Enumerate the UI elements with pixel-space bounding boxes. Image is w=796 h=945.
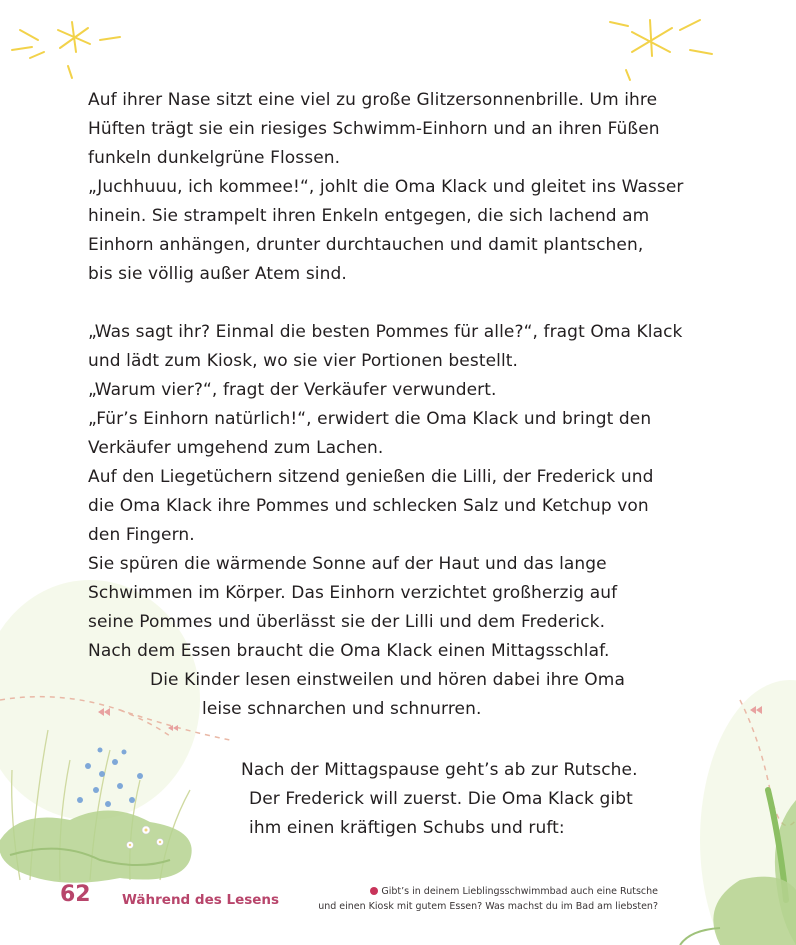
story-line: „Für’s Einhorn natürlich!“, erwidert die Oma Klack und bringt den [88, 409, 652, 429]
story-line: „Juchhuuu, ich kommee!“, johlt die Oma Klack und gleitet ins Wasser [88, 177, 684, 197]
sun-sparkle-icon [610, 20, 712, 80]
sun-sparkle-icon [12, 22, 120, 78]
story-line: ihm einen kräftigen Schubs und ruft: [249, 818, 565, 838]
story-line: Auf ihrer Nase sitzt eine viel zu große Glitzersonnenbrille. Um ihre [88, 90, 658, 110]
section-title: Während des Lesens [122, 892, 280, 908]
bullet-dot-icon [370, 887, 378, 895]
page-number: 62 [60, 882, 91, 907]
tip-line: und einen Kiosk mit gutem Essen? Was machst du im Bad am liebsten? [318, 901, 658, 912]
story-line: Nach dem Essen braucht die Oma Klack einen Mittagsschlaf. [88, 641, 610, 661]
tip-text: Gibt’s in deinem Lieblingsschwimmbad auch eine Rutsche [381, 886, 658, 897]
story-line: Schwimmen im Körper. Das Einhorn verzichtet großherzig auf [88, 583, 618, 603]
story-line: Der Frederick will zuerst. Die Oma Klack gibt [249, 789, 633, 809]
story-line: die Oma Klack ihre Pommes und schlecken Salz und Ketchup von [88, 496, 649, 516]
story-line: Verkäufer umgehend zum Lachen. [88, 438, 384, 458]
story-line: bis sie völlig außer Atem sind. [88, 264, 347, 284]
story-line: den Fingern. [88, 525, 195, 545]
story-line: funkeln dunkelgrüne Flossen. [88, 148, 341, 168]
story-line: Die Kinder lesen einstweilen und hören dabei ihre Oma [150, 670, 625, 690]
story-line: „Was sagt ihr? Einmal die besten Pommes für alle?“, fragt Oma Klack [88, 322, 683, 342]
story-line: „Warum vier?“, fragt der Verkäufer verwundert. [88, 380, 497, 400]
story-line: Hüften trägt sie ein riesiges Schwimm-Einhorn und an ihren Füßen [88, 119, 660, 139]
story-line: Sie spüren die wärmende Sonne auf der Haut und das lange [88, 554, 607, 574]
story-line: hinein. Sie strampelt ihren Enkeln entgegen, die sich lachend am [88, 206, 650, 226]
story-line: seine Pommes und überlässt sie der Lilli und dem Frederick. [88, 612, 606, 632]
story-line: Nach der Mittagspause geht’s ab zur Rutsche. [241, 760, 638, 780]
tip-line [318, 884, 658, 899]
story-line: Auf den Liegetüchern sitzend genießen die Lilli, der Frederick und [88, 467, 654, 487]
reading-tip [318, 884, 658, 914]
story-line: Einhorn anhängen, drunter durchtauchen und damit plantschen, [88, 235, 644, 255]
meadow-illustration [680, 680, 796, 945]
story-line: und lädt zum Kiosk, wo sie vier Portionen bestellt. [88, 351, 519, 371]
story-line: leise schnarchen und schnurren. [202, 699, 482, 719]
